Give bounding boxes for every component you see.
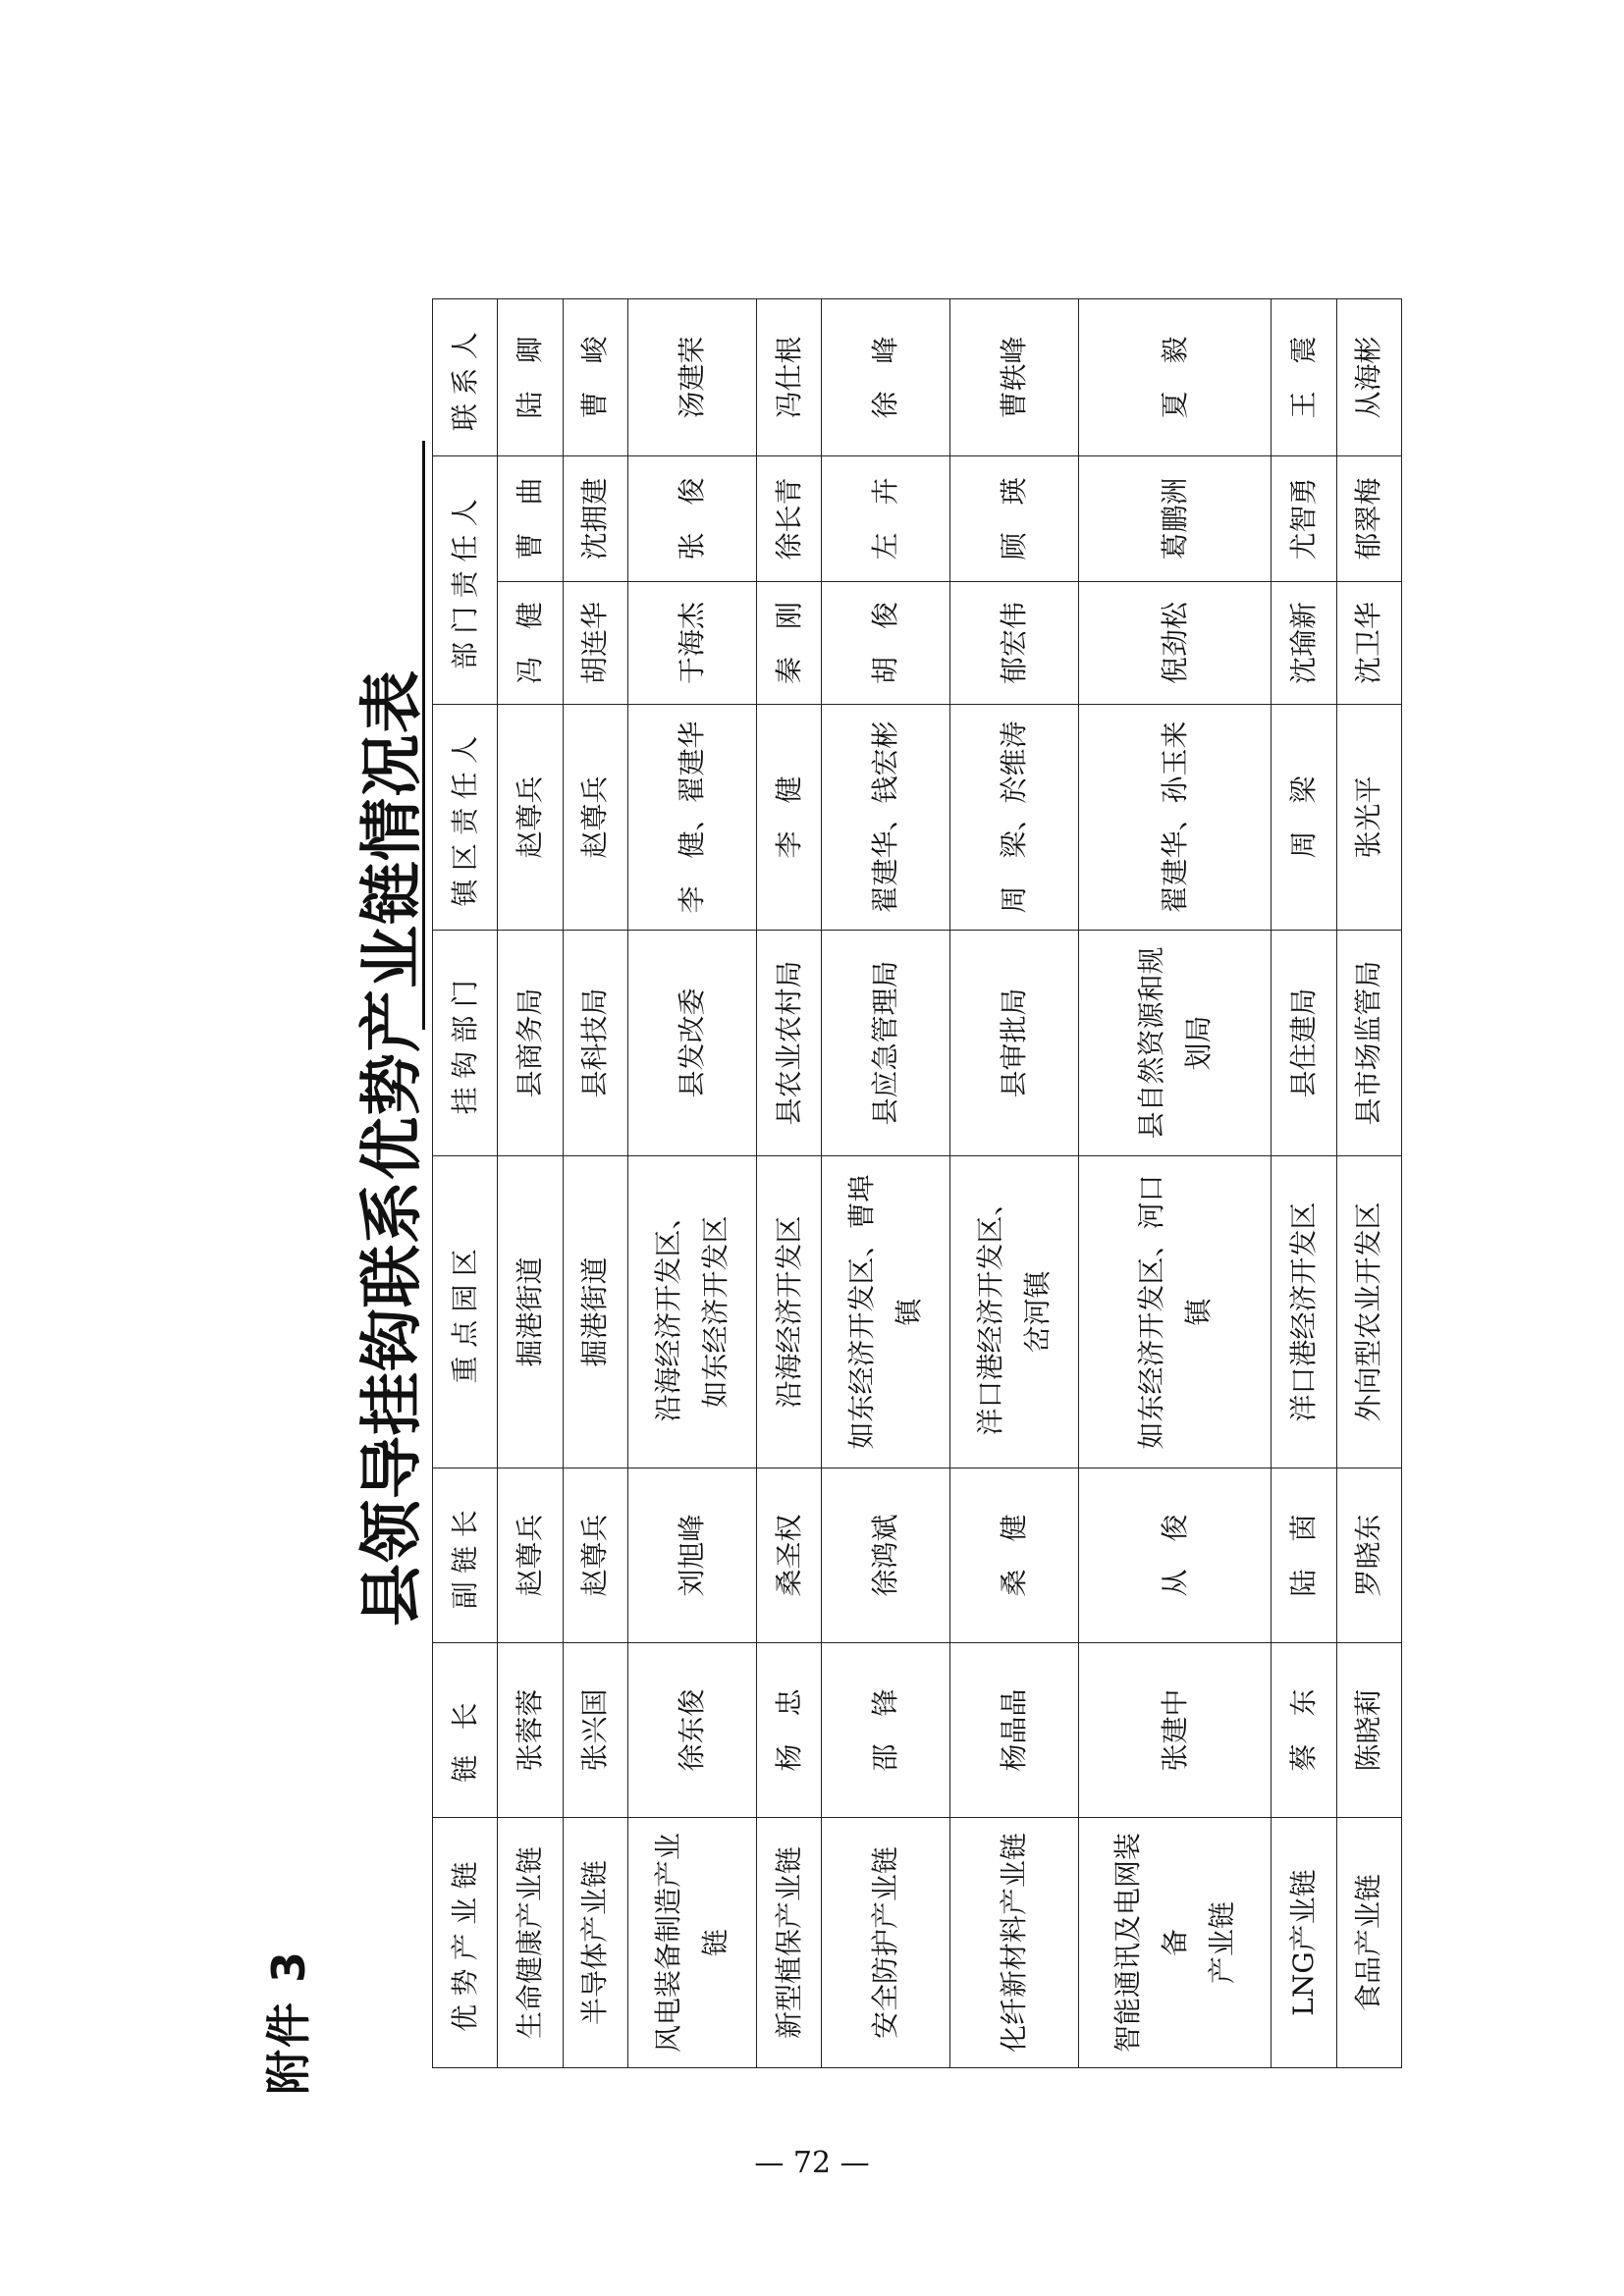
cell-key-park: 洋口港经济开发区 <box>1272 1156 1336 1468</box>
cell-deputy-leader: 罗晓东 <box>1336 1468 1401 1643</box>
cell-town-resp: 翟建华、孙玉来 <box>1079 705 1272 931</box>
cell-key-park: 洋口港经济开发区、 岔河镇 <box>950 1156 1079 1468</box>
header-deputy-leader: 副链长 <box>433 1468 498 1643</box>
cell-contact: 夏 毅 <box>1079 298 1272 455</box>
cell-contact: 汤建荣 <box>627 298 756 455</box>
cell-dept-resp-1: 倪劲松 <box>1079 582 1272 705</box>
cell-key-park: 如东经济开发区、曹埠镇 <box>822 1156 950 1468</box>
cell-key-park: 外向型农业开发区 <box>1336 1156 1401 1468</box>
cell-town-resp: 张光平 <box>1336 705 1401 931</box>
header-key-park: 重点园区 <box>433 1156 498 1468</box>
table-row <box>627 298 756 2067</box>
header-dept: 挂钩部门 <box>433 931 498 1156</box>
cell-chain: 半导体产业链 <box>563 1818 627 2068</box>
cell-dept-resp-2: 葛鹏洲 <box>1079 455 1272 581</box>
cell-chain-leader: 邵 锋 <box>822 1643 950 1818</box>
cell-contact: 徐 峰 <box>822 298 950 455</box>
page-number: — 72 — <box>754 2146 870 2180</box>
cell-dept-resp-2: 顾 瑛 <box>950 455 1079 581</box>
cell-contact: 从海彬 <box>1336 298 1401 455</box>
cell-dept-resp-1: 于海杰 <box>627 582 756 705</box>
header-row <box>433 298 498 2067</box>
cell-dept: 县市场监管局 <box>1336 931 1401 1156</box>
cell-chain: 食品产业链 <box>1336 1818 1401 2068</box>
cell-dept: 县发改委 <box>627 931 756 1156</box>
cell-contact: 陆 卿 <box>498 298 563 455</box>
cell-chain: 智能通讯及电网装备 产业链 <box>1079 1818 1272 2068</box>
cell-chain-leader: 张建中 <box>1079 1643 1272 1818</box>
cell-dept-resp-1: 沈卫华 <box>1336 582 1401 705</box>
header-town-resp: 镇区责任人 <box>433 705 498 931</box>
cell-deputy-leader: 徐鸿斌 <box>822 1468 950 1643</box>
cell-dept-resp-2: 郁翠梅 <box>1336 455 1401 581</box>
cell-chain-leader: 蔡 东 <box>1272 1643 1336 1818</box>
cell-chain-leader: 张兴国 <box>563 1643 627 1818</box>
cell-key-park: 如东经济开发区、河口镇 <box>1079 1156 1272 1468</box>
cell-dept-resp-1: 秦 刚 <box>756 582 821 705</box>
cell-dept: 县科技局 <box>563 931 627 1156</box>
table-row <box>1272 298 1336 2067</box>
cell-deputy-leader: 刘旭峰 <box>627 1468 756 1643</box>
header-chain: 优势产业链 <box>433 1818 498 2068</box>
cell-chain: 安全防护产业链 <box>822 1818 950 2068</box>
cell-contact: 冯仕根 <box>756 298 821 455</box>
cell-key-park: 沿海经济开发区、 如东经济开发区 <box>627 1156 756 1468</box>
header-dept-resp: 部门责任人 <box>433 455 498 704</box>
table-title: 县领导挂钩联系优势产业链情况表 <box>356 669 429 1627</box>
cell-chain: 风电装备制造产业链 <box>627 1818 756 2068</box>
cell-contact: 王 震 <box>1272 298 1336 455</box>
cell-key-park: 掘港街道 <box>563 1156 627 1468</box>
cell-chain-leader: 杨晶晶 <box>950 1643 1079 1818</box>
industry-chain-table <box>432 298 1402 2068</box>
cell-town-resp: 李 健、翟建华 <box>627 705 756 931</box>
cell-chain-leader: 徐东俊 <box>627 1643 756 1818</box>
cell-dept-resp-1: 冯 健 <box>498 582 563 705</box>
cell-deputy-leader: 赵尊兵 <box>563 1468 627 1643</box>
cell-dept: 县商务局 <box>498 931 563 1156</box>
cell-deputy-leader: 赵尊兵 <box>498 1468 563 1643</box>
cell-dept: 县农业农村局 <box>756 931 821 1156</box>
cell-dept-resp-1: 胡连华 <box>563 582 627 705</box>
cell-key-park: 沿海经济开发区 <box>756 1156 821 1468</box>
cell-town-resp: 赵尊兵 <box>498 705 563 931</box>
cell-dept-resp-1: 胡 俊 <box>822 582 950 705</box>
cell-dept-resp-2: 徐长青 <box>756 455 821 581</box>
cell-dept: 县审批局 <box>950 931 1079 1156</box>
cell-contact: 曹轶峰 <box>950 298 1079 455</box>
attachment-label: 附件 3 <box>262 1949 315 2095</box>
cell-deputy-leader: 陆 茵 <box>1272 1468 1336 1643</box>
cell-dept-resp-2: 左 卉 <box>822 455 950 581</box>
cell-dept: 县自然资源和规 划局 <box>1079 931 1272 1156</box>
cell-dept-resp-2: 曹 曲 <box>498 455 563 581</box>
cell-dept-resp-2: 沈拥建 <box>563 455 627 581</box>
cell-chain: 化纤新材料产业链 <box>950 1818 1079 2068</box>
cell-dept-resp-1: 郁宏伟 <box>950 582 1079 705</box>
cell-town-resp: 周 梁 <box>1272 705 1336 931</box>
cell-chain-leader: 陈晓莉 <box>1336 1643 1401 1818</box>
table-row <box>498 298 563 2067</box>
header-contact: 联系人 <box>433 298 498 455</box>
cell-deputy-leader: 从 俊 <box>1079 1468 1272 1643</box>
table-row <box>756 298 821 2067</box>
table-row <box>1079 298 1272 2067</box>
table-row <box>563 298 627 2067</box>
cell-dept-resp-2: 尤智勇 <box>1272 455 1336 581</box>
table-row <box>950 298 1079 2067</box>
cell-dept: 县住建局 <box>1272 931 1336 1156</box>
cell-town-resp: 李 健 <box>756 705 821 931</box>
cell-key-park: 掘港街道 <box>498 1156 563 1468</box>
table-row <box>822 298 950 2067</box>
cell-dept: 县应急管理局 <box>822 931 950 1156</box>
cell-town-resp: 赵尊兵 <box>563 705 627 931</box>
cell-deputy-leader: 桑 健 <box>950 1468 1079 1643</box>
title-underline <box>422 441 425 1030</box>
cell-dept-resp-2: 张 俊 <box>627 455 756 581</box>
cell-dept-resp-1: 沈瑜新 <box>1272 582 1336 705</box>
cell-town-resp: 周 梁、於维涛 <box>950 705 1079 931</box>
table-row <box>1336 298 1401 2067</box>
cell-deputy-leader: 桑圣权 <box>756 1468 821 1643</box>
cell-chain: 生命健康产业链 <box>498 1818 563 2068</box>
cell-chain-leader: 杨 忠 <box>756 1643 821 1818</box>
cell-chain-leader: 张蓉蓉 <box>498 1643 563 1818</box>
header-chain-leader: 链长 <box>433 1643 498 1818</box>
cell-chain: LNG产业链 <box>1272 1818 1336 2068</box>
cell-chain: 新型植保产业链 <box>756 1818 821 2068</box>
cell-contact: 曹 峻 <box>563 298 627 455</box>
cell-town-resp: 翟建华、钱宏彬 <box>822 705 950 931</box>
